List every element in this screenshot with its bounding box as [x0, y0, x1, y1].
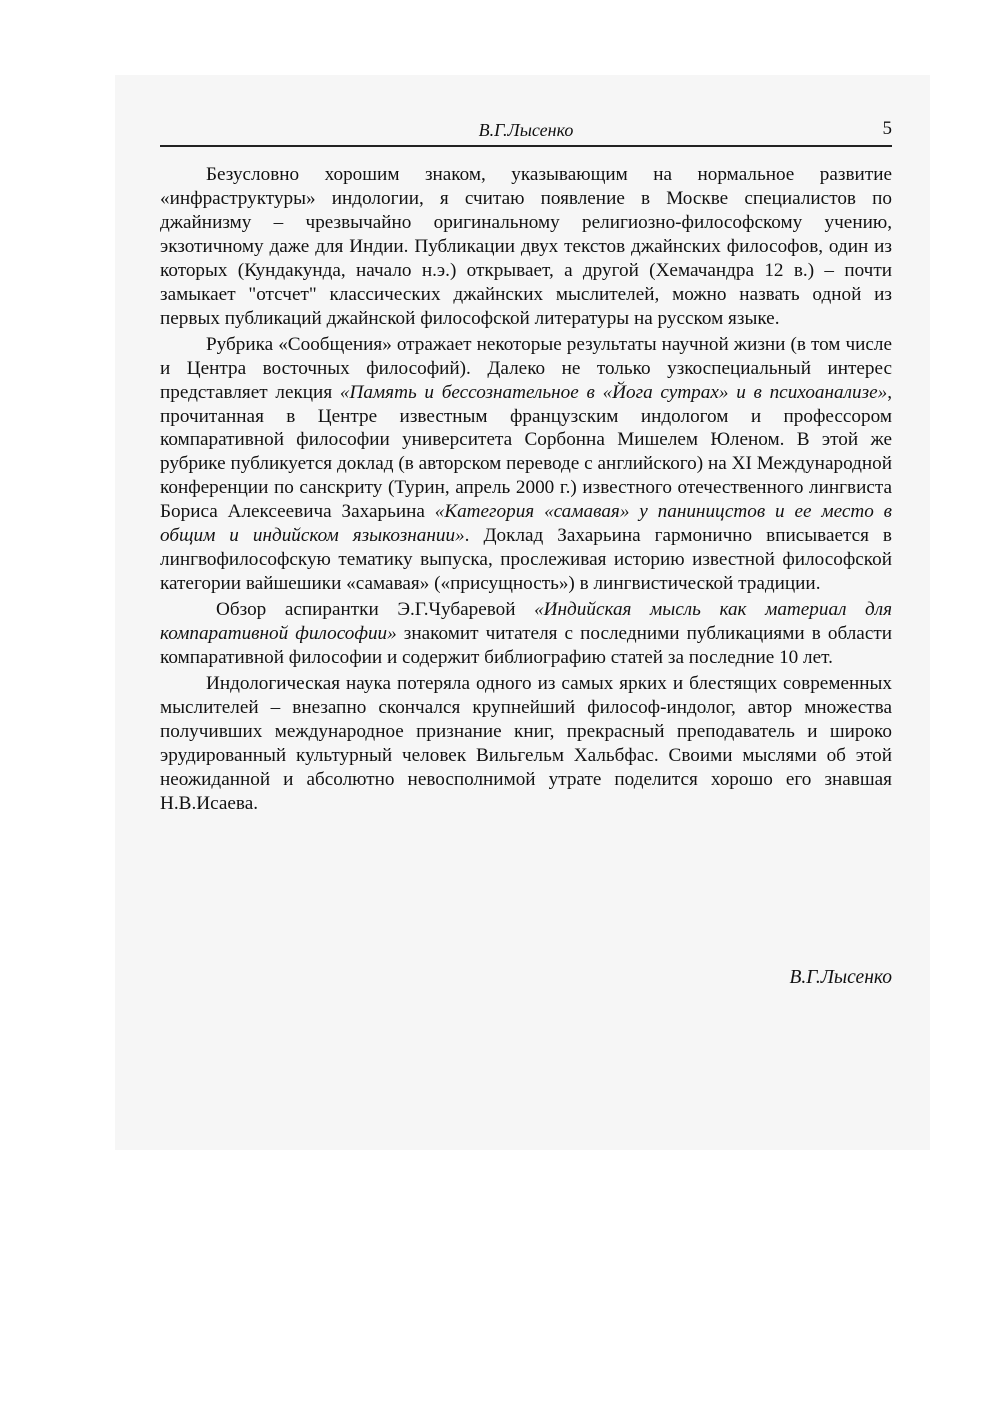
- page-header: [160, 118, 892, 147]
- paragraph-rubric-messages: [160, 333, 892, 596]
- paragraph-intro-jainism: [160, 163, 892, 331]
- paragraph-text: Безусловно хорошим знаком, указывающим на нормальное развитие «инфраструктуры» индологии, я считаю появление в Москве специалистов по джайнизму – чрезвычайно оригинальному религиозно-философскому учению, экзотичному даже для Индии. Публикации двух текстов джайнских философов, один из которых (Кундакунда, начало н.э.) открывает, а другой (Хемачандра 12 в.) – почти замыкает "отсчет" классических джайнских мыслителей, можно назвать одной из первых публикаций джайнской философской литературы на русском языке.: [160, 164, 892, 329]
- page-number: 5: [882, 118, 892, 139]
- paragraph-text: , прочитанная в Центре известным французским индологом и профессором компаративной философии университета Сорбонна Мишелем Юленом. В этой же рубрике публикуется доклад (в авторском переводе с английского) на XI Международной конференции по санскриту (Турин, апрель 2000 г.) известного отечественного лингвиста Бориса Алексеевича Захарьина: [160, 381, 892, 523]
- paragraph-review: [160, 598, 892, 670]
- paragraph-text: Обзор аспирантки Э.Г.Чубаревой: [216, 599, 535, 621]
- body-text: [160, 163, 892, 816]
- paragraph-text: . Доклад Захарьина гармонично вписывается в лингвофилософскую тематику выпуска, прослеживая историю известной философской категории вайшешики «самавая» («присущность») в лингвистической традиции.: [160, 525, 892, 595]
- author-signature: В.Г.Лысенко: [789, 967, 892, 988]
- paragraph-text: Рубрика «Сообщения» отражает некоторые результаты научной жизни (в том числе и Центра восточных философий). Далеко не только узкоспециальный интерес представляет лекция: [160, 333, 892, 403]
- paragraph-text: Индологическая наука потеряла одного из самых ярких и блестящих современных мыслителей – внезапно скончался крупнейший философ-индолог, автор множества получивших международное признание книг, прекрасный преподаватель и широко эрудированный культурный человек Вильгельм Хальбфас. Своими мыслями об этой неожиданной и абсолютно невосполнимой утрате поделится хорошо его знавшая Н.В.Исаева.: [160, 673, 892, 814]
- lecture-title: «Память и бессознательное в «Йога сутрах» и в психоанализе»: [339, 381, 888, 403]
- report-title: «Категория «самавая» у паниницстов и ее место в общим и индийском языкознании»: [160, 501, 892, 547]
- running-head: В.Г.Лысенко: [478, 120, 574, 140]
- paragraph-obituary: [160, 672, 892, 816]
- review-title: «Индийская мысль как материал для компаративной философии»: [160, 599, 892, 645]
- paragraph-text: знакомит читателя с последними публикациями в области компаративной философии и содержит библиографию статей за последние 10 лет.: [160, 623, 892, 669]
